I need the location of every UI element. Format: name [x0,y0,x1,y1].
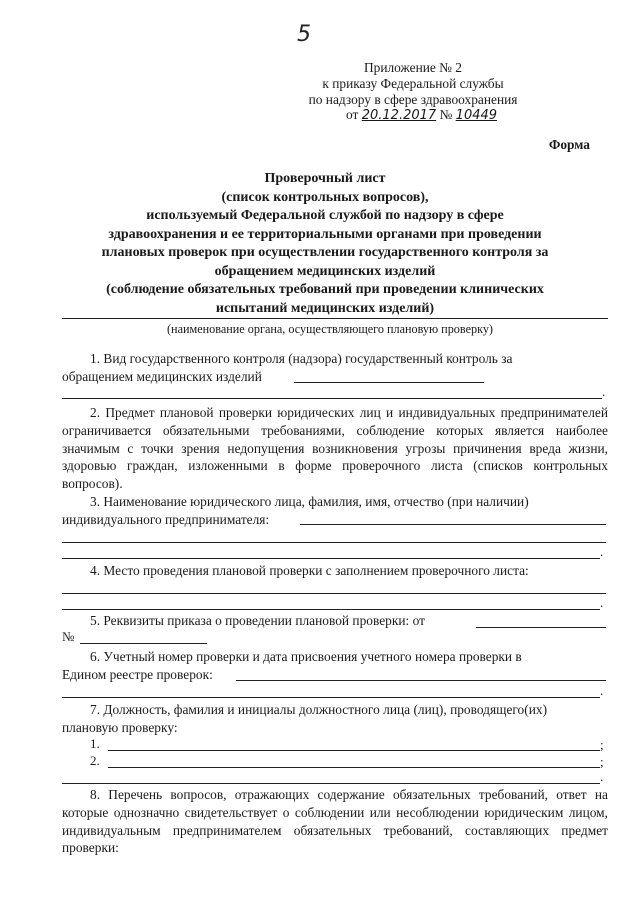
period-mark: . [602,384,606,399]
order-number-field[interactable] [80,643,207,644]
number-prefix: № [439,107,453,122]
inspector-1-label: 1. [90,736,100,751]
item-7 [62,701,608,737]
title-line-3: используемый Федеральной службой по надзору в сфере [146,208,504,223]
period-mark: . [600,683,604,698]
inspectors-extra-field[interactable] [62,783,600,784]
handwritten-number: 10449 [455,108,498,123]
title-line-7: (соблюдение обязательных требований при проведении клинических [106,282,544,297]
order-date-field[interactable] [476,627,606,628]
period-mark: . [600,595,604,610]
order-number-label: № [62,629,75,644]
inspector-2-field[interactable] [108,767,600,768]
item-1 [62,350,608,386]
item-7-text-a: 7. Должность, фамилия и инициалы должностного лица (лиц), проводящего(их) [90,702,548,717]
item-1-text-a: 1. Вид государственного контроля (надзора) государственный контроль за [90,351,513,366]
item-2-text: 2. Предмет плановой проверки юридических лиц и индивидуальных предпринимателей ограничивается обязательными требованиями, соблюдение которых является наиболее значимым с точки зрения недопущения возникновения угрозы причинения вреда жизни, здоровью граждан, изложенными в форме проверочного листа (списков контрольных вопросов). [62,405,608,492]
title-line-8: испытаний медицинских изделий) [215,300,435,316]
item-1-line-1 [62,350,608,368]
inspector-1-field[interactable] [108,750,600,751]
item-4 [62,562,608,580]
date-prefix: от [346,107,359,122]
item-6-text-a: 6. Учетный номер проверки и дата присвоения учетного номера проверки в [90,649,522,664]
item-3-line-2: индивидуального предпринимателя: [62,511,270,527]
inspection-place-field-line-2[interactable] [62,609,600,610]
item-7-line-2: плановую проверку: [62,719,178,735]
title-line-1: Проверочный лист [264,171,386,186]
appendix-line-3: по надзору в сфере здравоохранения [308,92,518,107]
inspector-2-label: 2. [90,753,100,768]
handwritten-date: 20.12.2017 [361,108,437,123]
appendix-line-1: Приложение № 2 [363,60,463,75]
order-date-line [346,107,497,123]
item-6-line-2: Едином реестре проверок: [62,666,213,682]
entity-name-field[interactable] [300,524,606,525]
title-line-2: (список контрольных вопросов), [221,189,429,205]
entity-name-field-line-3[interactable] [62,558,600,559]
item-6-line-1 [62,648,608,666]
registry-number-field[interactable] [236,680,606,681]
control-type-field-continued[interactable] [62,398,602,399]
appendix-header [298,60,528,108]
control-type-field[interactable] [294,382,484,383]
title-line-4: здравоохранения и ее территориальными органами при проведении [108,226,542,242]
item-3-line-1 [62,493,608,511]
form-label: Форма [548,137,590,152]
page-number: 5 [297,22,311,47]
title-line-6: обращением медицинских изделий [214,263,436,279]
registry-number-field-line-2[interactable] [62,697,600,698]
period-mark: . [600,544,604,559]
semicolon-mark: ; [600,737,604,752]
org-name-field[interactable] [62,318,608,319]
item-8 [62,786,608,857]
appendix-line-2: к приказу Федеральной службы [322,76,504,91]
item-4-text: 4. Место проведения плановой проверки с заполнением проверочного листа: [90,563,529,578]
item-3-text-a: 3. Наименование юридического лица, фамилия, имя, отчество (при наличии) [90,494,529,509]
period-mark: . [600,769,604,784]
inspection-place-field[interactable] [62,593,606,594]
item-7-line-1 [62,701,608,719]
item-5-text: 5. Реквизиты приказа о проведении плановой проверки: от [90,613,425,628]
org-name-caption: (наименование органа, осуществляющего плановую проверку) [167,322,493,336]
entity-name-field-line-2[interactable] [62,542,606,543]
title-line-5: плановых проверок при осуществлении государственного контроля за [101,245,549,260]
item-2 [62,404,608,493]
document-title [70,170,580,318]
item-6 [62,648,608,684]
item-8-text: 8. Перечень вопросов, отражающих содержание обязательных требований, ответ на которые однозначно свидетельствует о соблюдении или несоблюдении юридическим лицом, индивидуальным предпринимателем обязательных требований, составляющих предмет проверки: [62,787,608,856]
semicolon-mark: ; [600,754,604,769]
item-1-line-2: обращением медицинских изделий [62,368,262,384]
